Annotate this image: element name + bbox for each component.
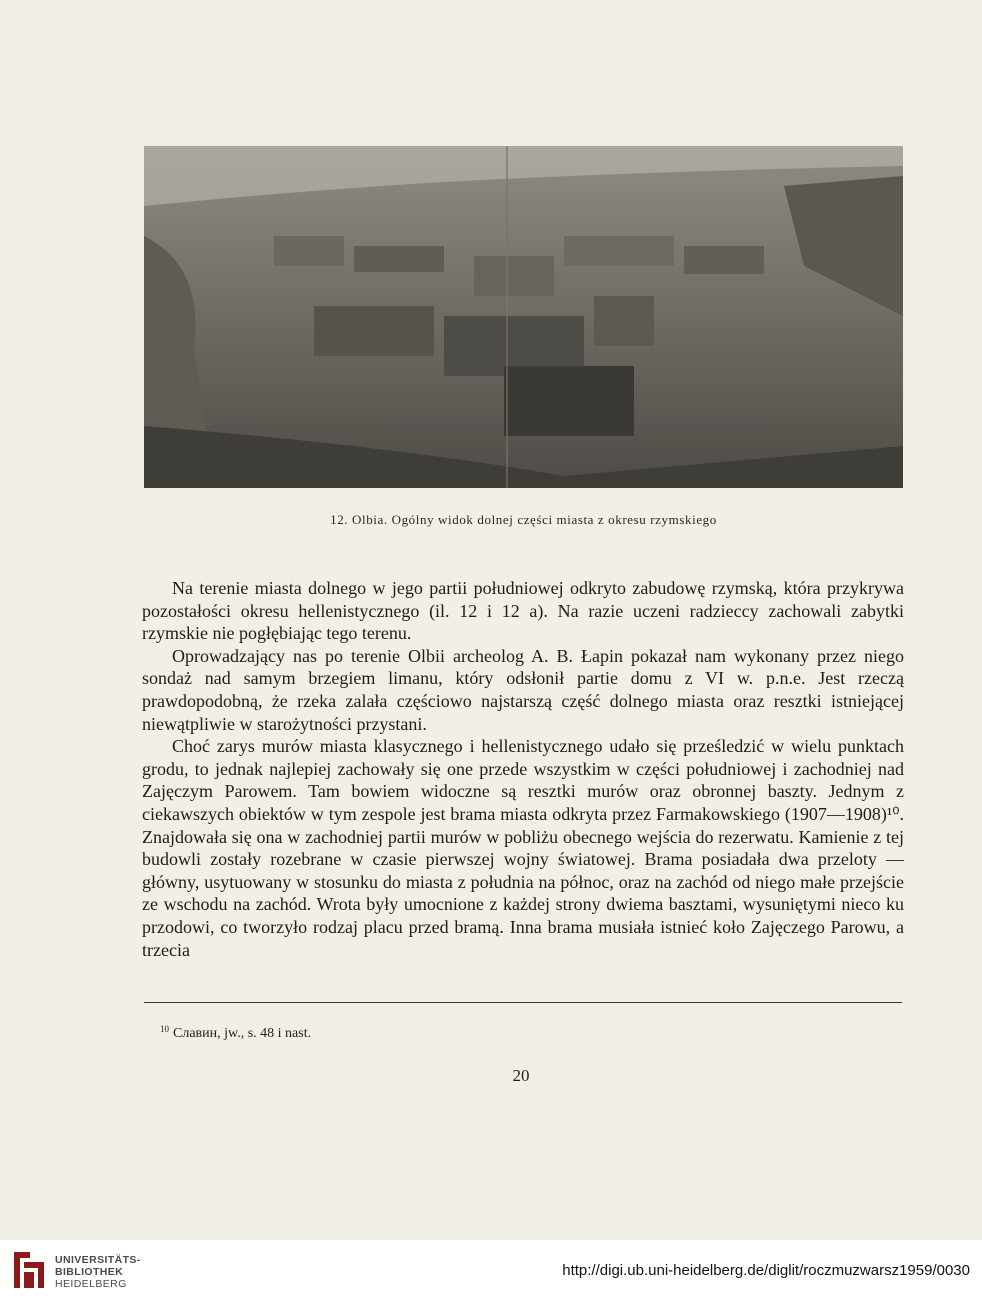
footnote-text: Славин, jw., s. 48 i nast. (173, 1026, 312, 1041)
library-logo-icon (12, 1250, 46, 1290)
digitization-footer (0, 1240, 982, 1312)
page-number: 20 (512, 1066, 530, 1085)
figure-caption: 12. Olbia. Ogólny widok dolnej części miasta z okresu rzymskiego (330, 512, 717, 527)
paragraph: Oprowadzający nas po terenie Olbii archeolog A. B. Łapin pokazał nam wykonany przez niego sondaż nad samym brzegiem limanu, który odsłonił partie domu z VI w. p.n.e. Jest rzeczą prawdopodobną, że rzeka zalała częściowo najstarszą część dolnego miasta oraz resztki istniejącej niewątpliwie w starożytności przystani. (142, 645, 904, 734)
paragraph: Choć zarys murów miasta klasycznego i hellenistycznego udało się prześledzić w wielu punktach grodu, to jednak najlepiej zachowały się one przede wszystkim w części południowej i zachodniej nad Zajęczym Parowem. Tam bowiem widoczne są resztki murów oraz obronnej baszty. Jednym z ciekawszych obiektów w tym zespole jest brama miasta odkryta przez Farmakowskiego (1907—1908)¹⁰. Znajdowała się ona w zachodniej partii murów w pobliżu obecnego wejścia do rezerwatu. Kamienie z tej budowli zostały rozebrane w czasie pierwszej wojny światowej. Brama posiadała dwa przeloty — główny, usytuowany w stosunku do miasta z południa na północ, oraz na zachód od niego małe przejście ze wschodu na zachód. Wrota były umocnione z każdej strony dwiema basztami, wysuniętymi nieco ku przodowi, co tworzyło rodzaj placu przed bramą. Inna brama musiała istnieć koło Zajęczego Parowu, a trzecia (142, 736, 904, 960)
library-name: UNIVERSITÄTS- BIBLIOTHEK HEIDELBERG (55, 1254, 141, 1290)
source-url-link[interactable]: http://digi.ub.uni-heidelberg.de/diglit/roczmuzwarsz1959/0030 (562, 1262, 970, 1279)
footnote-number: 10 (160, 1024, 169, 1034)
body-text (142, 577, 904, 961)
photo-graphic (144, 146, 903, 488)
paragraph: Na terenie miasta dolnego w jego partii południowej odkryto zabudowę rzymską, która przykrywa pozostałości okresu hellenistycznego (il. 12 i 12 a). Na razie uczeni radzieccy zachowali zabytki rzymskie nie pogłębiając tego terenu. (142, 578, 904, 644)
excavation-photo (144, 146, 903, 488)
footnote (160, 1024, 900, 1042)
footnote-divider (144, 1002, 902, 1003)
